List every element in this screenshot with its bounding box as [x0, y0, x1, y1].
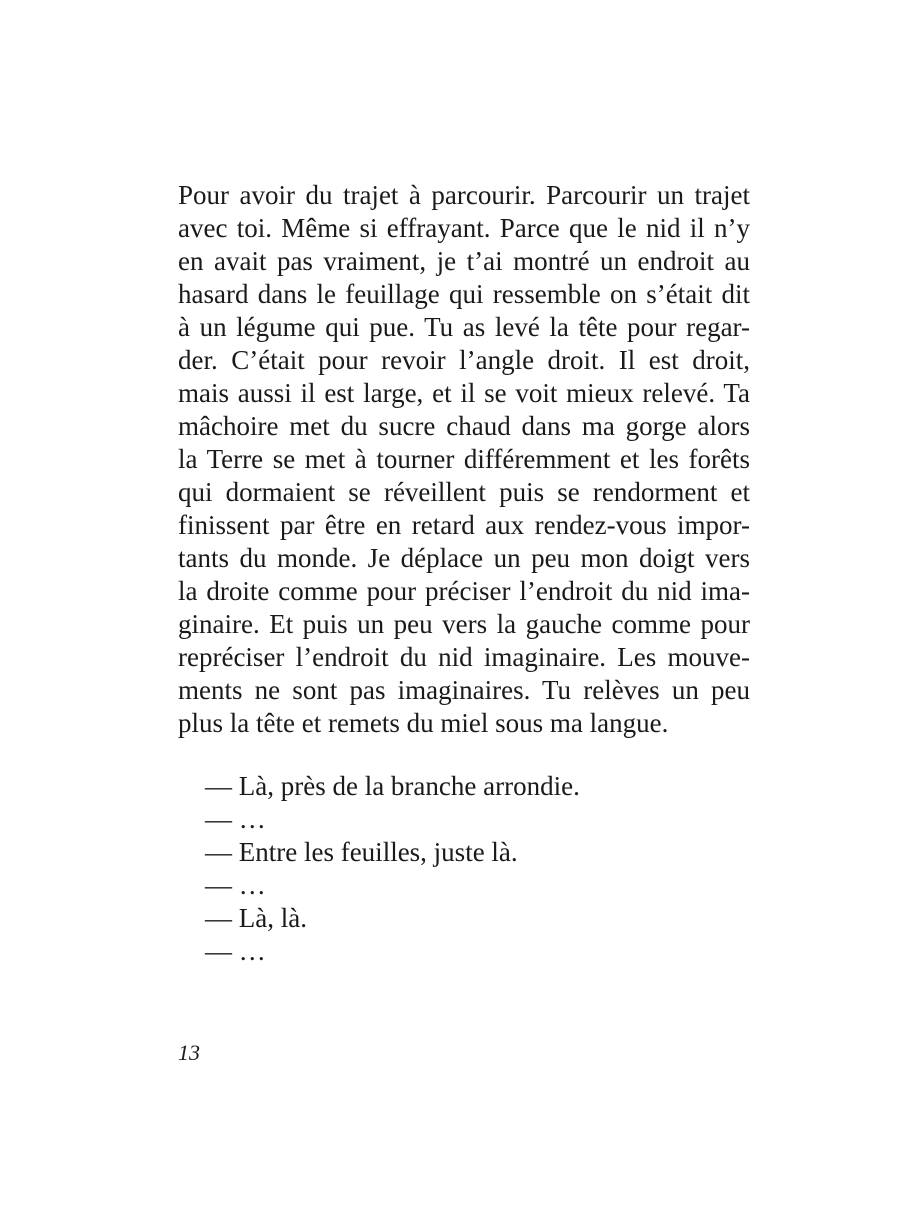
dialogue-line: — … [205, 870, 266, 900]
paragraph-line: repréciser l’endroit du nid imaginaire. Les mouve- [178, 642, 750, 672]
paragraph-line: avec toi. Même si effrayant. Parce que le nid il n’y [178, 213, 750, 243]
paragraph-line: la droite comme pour préciser l’endroit du nid ima- [178, 576, 750, 606]
paragraph-line: qui dormaient se réveillent puis se rendorment et [178, 477, 750, 507]
paragraph-line: Pour avoir du trajet à parcourir. Parcourir un trajet [178, 180, 750, 210]
dialogue-line: — Entre les feuilles, juste là. [205, 837, 518, 867]
paragraph-line: hasard dans le feuillage qui ressemble on s’était dit [178, 279, 750, 309]
paragraph-line: mâchoire met du sucre chaud dans ma gorge alors [178, 411, 750, 441]
paragraph-line: en avait pas vraiment, je t’ai montré un endroit au [178, 246, 750, 276]
dialogue-line: — Là, là. [205, 903, 307, 933]
paragraph-line: der. C’était pour revoir l’angle droit. Il est droit, [178, 345, 750, 375]
dialogue-line: — … [205, 804, 266, 834]
paragraph-line: la Terre se met à tourner différemment et les forêts [178, 444, 750, 474]
dialogue-list [205, 770, 705, 968]
page-number: 13 [178, 1040, 200, 1065]
paragraph-line: ginaire. Et puis un peu vers la gauche comme pour [178, 609, 750, 639]
paragraph-line: à un légume qui pue. Tu as levé la tête pour regar- [178, 312, 750, 342]
body-paragraph [178, 179, 750, 740]
paragraph-line: tants du monde. Je déplace un peu mon doigt vers [178, 543, 750, 573]
paragraph-line: finissent par être en retard aux rendez-vous impor- [178, 510, 750, 540]
paragraph-line: plus la tête et remets du miel sous ma langue. [178, 708, 669, 738]
dialogue-line: — … [205, 936, 266, 966]
dialogue-line: — Là, près de la branche arrondie. [205, 771, 580, 801]
paragraph-line: mais aussi il est large, et il se voit mieux relevé. Ta [178, 378, 750, 408]
paragraph-line: ments ne sont pas imaginaires. Tu relèves un peu [178, 675, 750, 705]
